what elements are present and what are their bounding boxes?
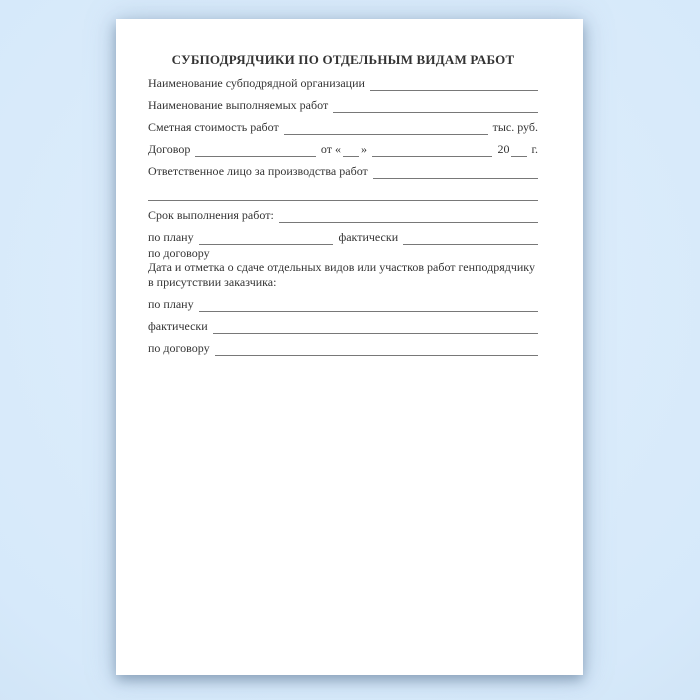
document-page [116, 19, 583, 675]
field-label-handover-fact: фактически [148, 319, 208, 333]
blank-line-works [333, 112, 538, 113]
blank-line-fact [403, 244, 538, 245]
field-row-organization [148, 76, 538, 91]
field-row-term [148, 208, 538, 223]
field-row-handover-contract [148, 341, 538, 356]
blank-line-responsible [373, 178, 538, 179]
blank-line-handover-contract [215, 355, 538, 356]
form-title: СУБПОДРЯДЧИКИ ПО ОТДЕЛЬНЫМ ВИДАМ РАБОТ [171, 52, 515, 67]
form-content [148, 19, 538, 356]
blank-line-handover-plan [199, 311, 538, 312]
field-label-contract: Договор [148, 142, 191, 156]
field-label-contract-date-prefix: от « [320, 142, 341, 156]
field-label-cost: Сметная стоимость работ [148, 120, 279, 134]
field-label-works: Наименование выполняемых работ [148, 98, 329, 112]
field-label-handover-contract: по договору [148, 341, 210, 355]
blank-line-handover-fact [213, 333, 538, 334]
blank-line-cost [284, 134, 488, 135]
field-units-cost: тыс. руб. [492, 120, 538, 134]
blank-line-contract-number [195, 156, 315, 157]
field-label-contract-year-prefix: 20 [497, 142, 510, 156]
field-row-responsible [148, 164, 538, 179]
blank-line-contract-year [511, 156, 527, 157]
field-row-handover-fact [148, 319, 538, 334]
blank-line-contract-day [343, 156, 359, 157]
blank-line-contract-month [372, 156, 492, 157]
field-label-contract-quote-close: » [360, 142, 367, 156]
blank-line-plan [199, 244, 334, 245]
blank-line-term [279, 222, 538, 223]
field-row-contract [148, 142, 538, 157]
field-label-by-contract: по договору [148, 246, 210, 260]
handover-note: Дата и отметка о сдаче отдельных видов или участков работ генподрядчику в присутствии заказчика: [148, 260, 535, 289]
field-label-term: Срок выполнения работ: [148, 208, 274, 222]
field-label-responsible: Ответственное лицо за производства работ [148, 164, 368, 178]
field-row-works [148, 98, 538, 113]
field-row-plan-fact [148, 230, 538, 245]
field-row-responsible-continuation [148, 186, 538, 201]
field-label-fact: фактически [338, 230, 399, 244]
field-label-plan: по плану [148, 230, 194, 244]
field-row-handover-plan [148, 297, 538, 312]
field-label-organization: Наименование субподрядной организации [148, 76, 365, 90]
blank-line-responsible-continuation [148, 200, 538, 201]
field-label-handover-plan: по плану [148, 297, 194, 311]
field-row-cost [148, 120, 538, 135]
blank-line-organization [370, 90, 538, 91]
field-label-contract-year-suffix: г. [531, 142, 539, 156]
